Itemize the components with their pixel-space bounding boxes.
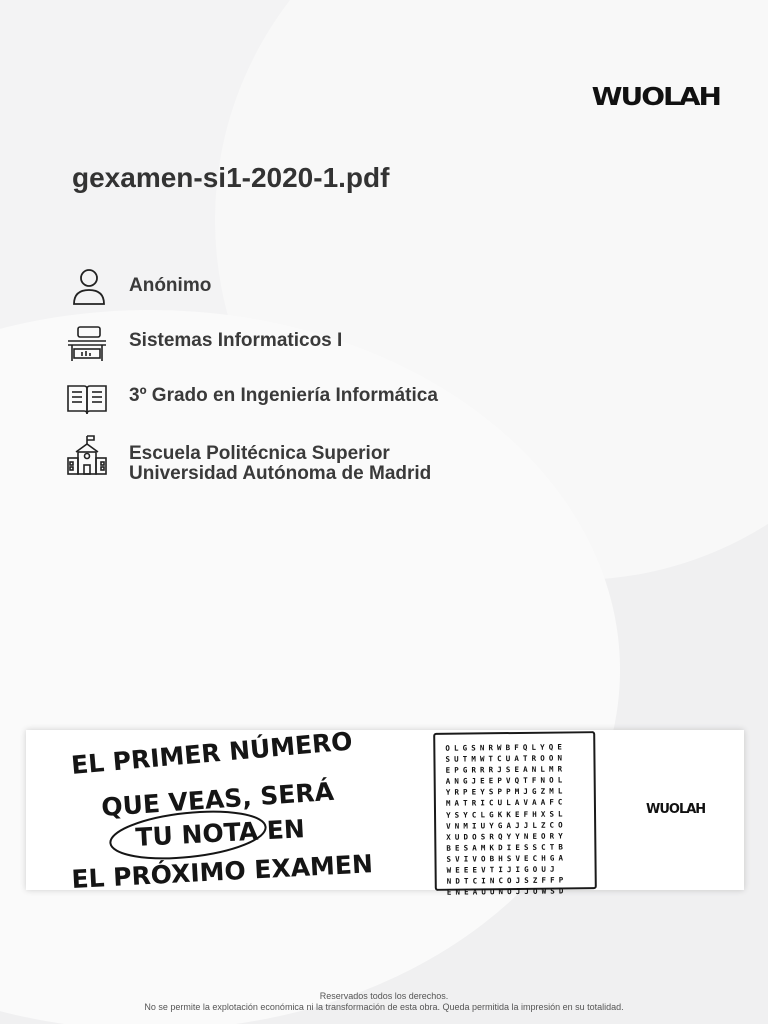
wordsearch-row: MATRICULAVAAFC [445, 797, 567, 809]
user-icon [66, 266, 108, 308]
wordsearch-row: OLGSNRWBFQLYQE [445, 742, 567, 753]
school-desk-icon [66, 321, 108, 363]
wordsearch-row: NDTCINCOJSZFFP [446, 875, 568, 886]
ad-slogan-line3: TU NOTA EN [134, 814, 306, 852]
ad-banner[interactable] [26, 730, 744, 897]
book-icon [66, 376, 108, 418]
ad-wuolah-logo: WUOLAH [646, 802, 706, 817]
school-building-icon [66, 434, 108, 476]
wordsearch-row: YSYCLGKKEFHXSL [445, 809, 567, 820]
wordsearch-row: VNMIUYGAJJLZCO [446, 820, 567, 831]
subject-name: Sistemas Informaticos I [129, 330, 343, 351]
wordsearch-row: SVIVOBHSVECHGA [446, 853, 568, 864]
wordsearch-row: ENEAUUNOJJOWSD [446, 886, 568, 897]
wordsearch-row: YRPEYSPPMJGZML [445, 786, 567, 798]
wordsearch-row: WEEEVTIJIGOUJ [446, 864, 559, 875]
wordsearch-grid [433, 731, 597, 897]
wordsearch-row: EPGRRRJSEANLMR [445, 764, 567, 775]
degree-name: 3º Grado en Ingeniería Informática [129, 385, 438, 406]
wuolah-logo: WUOLAH [591, 81, 720, 112]
wordsearch-row: BESAMKDIESSCTB [446, 842, 568, 853]
info-school-row [66, 434, 431, 484]
ad-slogan-line2: QUE VEAS, SERÁ [100, 776, 335, 822]
ad-slogan-line1: EL PRIMER NÚMERO [69, 730, 354, 780]
info-subject-row [66, 321, 342, 363]
footer-notice: No se permite la explotación económica ni la transformación de esta obra. Queda permitida la impresión en su totalidad. [144, 1002, 624, 1012]
school-name-line2: Universidad Autónoma de Madrid [129, 463, 432, 484]
document-title: gexamen-si1-2020-1.pdf [72, 162, 390, 193]
footer-rights: Reservados todos los derechos. [319, 991, 449, 1001]
school-name-line1: Escuela Politécnica Superior [129, 443, 390, 464]
wordsearch-row: ANGJEEPVQTFNOL [445, 775, 567, 787]
info-degree-row [66, 376, 438, 418]
wordsearch-row: SUTMWTCUATROON [445, 753, 567, 764]
ad-slogan-line4: EL PRÓXIMO EXAMEN [70, 849, 374, 890]
author-name: Anónimo [129, 275, 212, 296]
school-name [129, 434, 431, 484]
wordsearch-row: XUDOSRQYYNEORY [446, 831, 567, 842]
ad-slogan [26, 730, 446, 890]
info-author-row [66, 266, 211, 308]
footer [0, 991, 768, 1013]
